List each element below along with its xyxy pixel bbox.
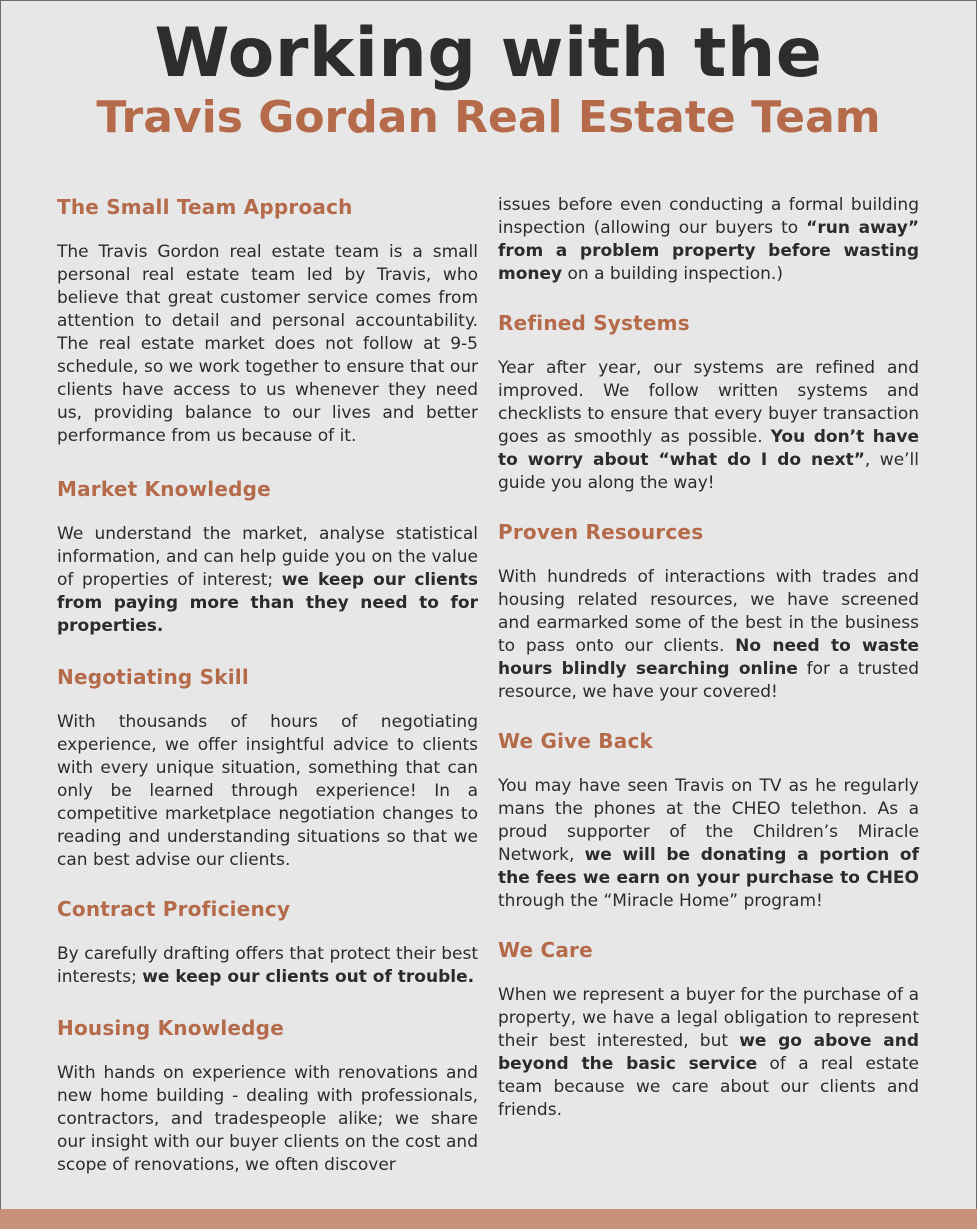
section-heading: Market Knowledge xyxy=(57,477,271,501)
section-heading: Proven Resources xyxy=(498,520,704,544)
body-text: for a trusted resource, we have your covered! xyxy=(498,659,919,702)
body-text: By carefully drafting offers that protect their best interests; xyxy=(57,944,478,987)
section-heading: We Care xyxy=(498,938,593,962)
body-emphasis: we keep our clients out of trouble. xyxy=(142,967,475,987)
section-body: The Travis Gordon real estate team is a small personal real estate team led by Travis, who believe that great customer service comes from attention to detail and personal accountability. The real estate market does not follow at 9-5 schedule, so we work together to ensure that our clients have access to us whenever they need us, providing balance to our lives and better performance from us because of it. xyxy=(57,242,478,446)
section-heading: The Small Team Approach xyxy=(57,195,353,219)
section-body xyxy=(498,357,919,495)
section-body: With thousands of hours of negotiating experience, we offer insightful advice to clients with every unique situation, something that can only be learned through experience! In a competitive marketplace negotiation changes to reading and understanding situations so that we can best advise our clients. xyxy=(57,712,478,870)
body-text: Year after year, our systems are refined and improved. We follow written systems and checklists to ensure that every buyer transaction goes as smoothly as possible. xyxy=(498,358,919,447)
section-body: With hands on experience with renovations and new home building - dealing with professionals, contractors, and tradespeople alike; we share our insight with our buyer clients on the cost and scope of renovations, we often discover xyxy=(57,1063,478,1175)
footer-bar xyxy=(0,1209,977,1229)
section-body-continued xyxy=(498,194,919,286)
body-emphasis: we go above and beyond the basic service xyxy=(498,1031,920,1074)
body-text: of a real estate team because we care about our clients and friends. xyxy=(498,1054,919,1120)
section-refined-systems xyxy=(498,310,919,495)
section-body xyxy=(57,943,478,989)
body-text: issues before even conducting a formal building inspection (allowing our buyers to xyxy=(498,195,919,238)
section-we-give-back xyxy=(498,728,919,913)
body-text: With hundreds of interactions with trades and housing related resources, we have screened and earmarked some of the best in the business to pass onto our clients. xyxy=(498,567,919,656)
body-emphasis: we keep our clients from paying more than they need to for properties. xyxy=(57,570,479,636)
section-heading: Contract Proficiency xyxy=(57,897,291,921)
body-text: You may have seen Travis on TV as he regularly mans the phones at the CHEO telethon. As a proud supporter of the Children’s Miracle Network, xyxy=(498,776,919,865)
page-title: Working with the xyxy=(154,14,823,93)
section-proven-resources xyxy=(498,519,919,704)
left-column xyxy=(57,194,478,1177)
section-heading: We Give Back xyxy=(498,729,654,753)
section-body xyxy=(498,566,919,704)
body-emphasis: You don’t have to worry about “what do I do next” xyxy=(498,427,919,470)
body-text: When we represent a buyer for the purchase of a property, we have a legal obligation to represent their best interested, but xyxy=(498,985,919,1051)
section-body xyxy=(498,775,919,913)
body-emphasis: “run away” from a problem property before wasting money xyxy=(498,218,920,284)
section-contract-proficiency xyxy=(57,896,478,989)
section-heading: Housing Knowledge xyxy=(57,1016,284,1040)
section-negotiating-skill xyxy=(57,664,478,872)
body-text: on a building inspection.) xyxy=(562,264,783,284)
body-emphasis: we will be donating a portion of the fees we earn on your purchase to CHEO xyxy=(498,845,919,888)
section-body xyxy=(57,523,478,638)
body-text: We understand the market, analyse statistical information, and can help guide you on the value of properties of interest; xyxy=(57,524,478,590)
section-small-team xyxy=(57,194,478,448)
section-heading: Refined Systems xyxy=(498,311,690,335)
section-body xyxy=(498,984,919,1122)
right-column xyxy=(498,194,919,1122)
body-text: , we’ll guide you along the way! xyxy=(498,450,919,493)
page-subtitle: Travis Gordan Real Estate Team xyxy=(96,92,881,143)
section-we-care xyxy=(498,937,919,1122)
body-text: through the “Miracle Home” program! xyxy=(498,891,823,911)
section-housing-knowledge xyxy=(57,1015,478,1177)
section-heading: Negotiating Skill xyxy=(57,665,249,689)
section-market-knowledge xyxy=(57,476,478,638)
body-emphasis: No need to waste hours blindly searching online xyxy=(498,636,919,679)
